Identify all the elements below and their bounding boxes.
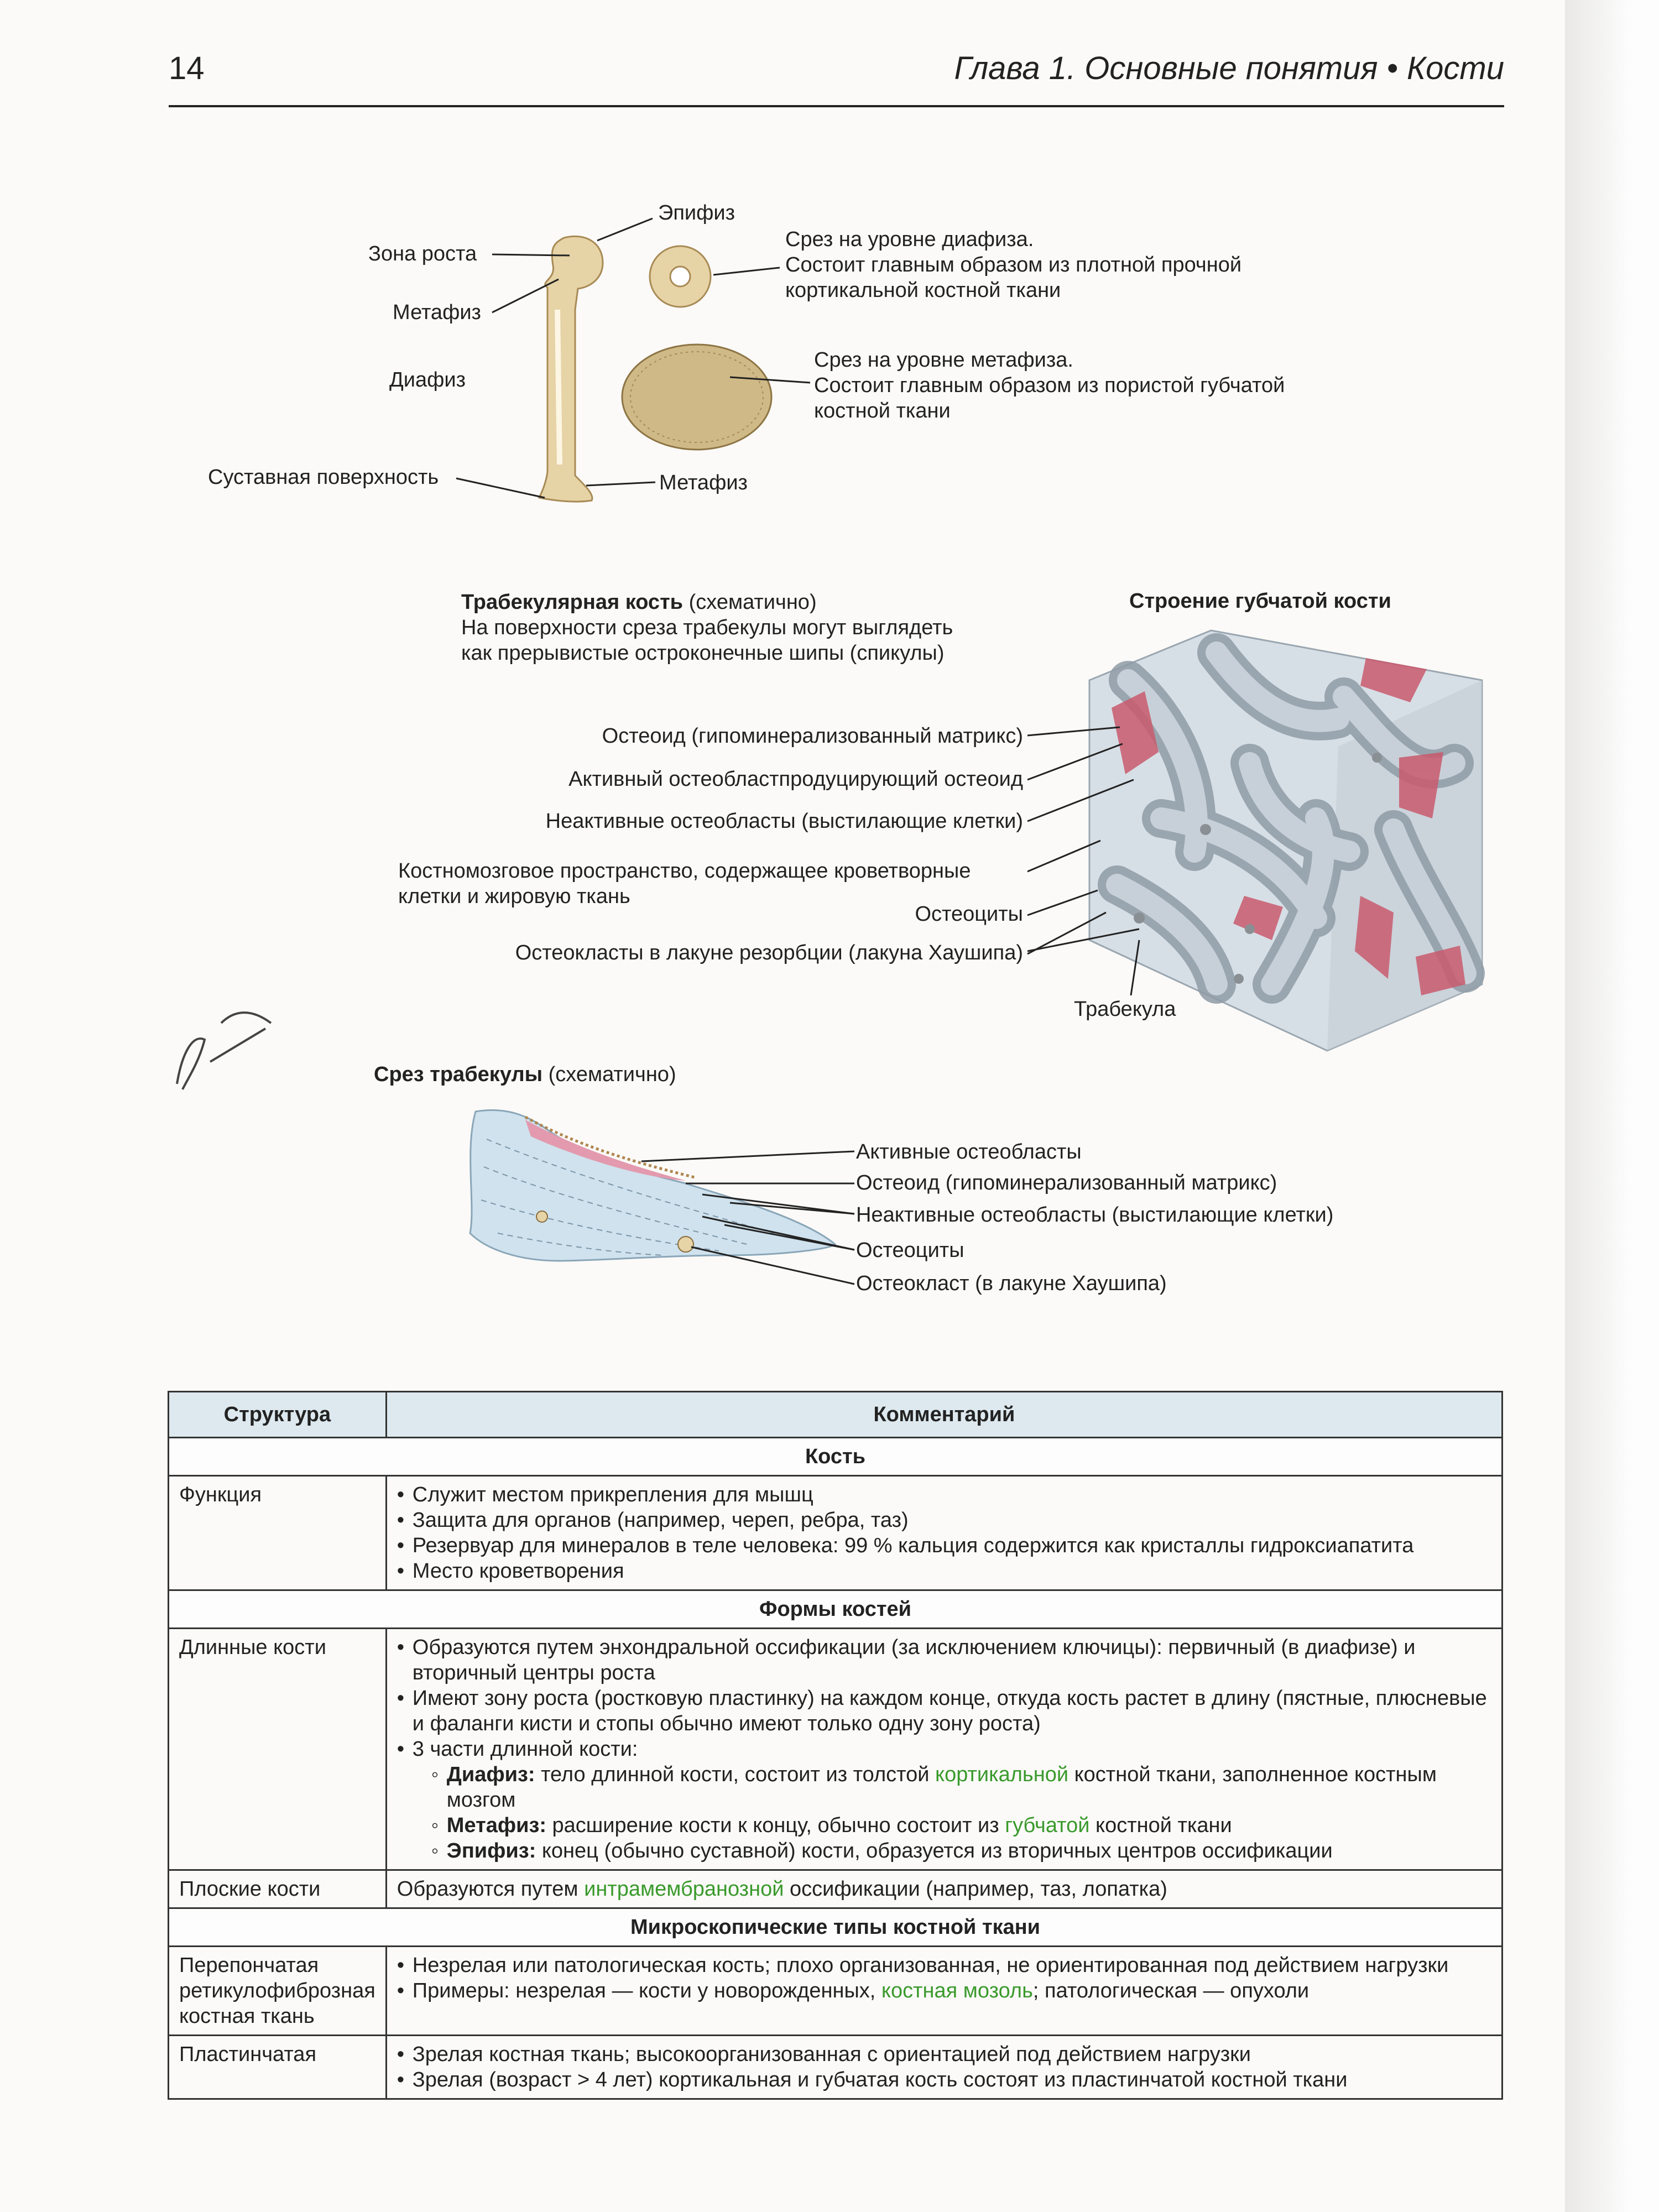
row-label-function: Функция	[169, 1476, 387, 1590]
table-row	[169, 1629, 1503, 1870]
table-row	[169, 1870, 1503, 1908]
spongy-bone-title: Строение губчатой кости	[1129, 589, 1391, 613]
page-number: 14	[169, 50, 205, 86]
caption-line: Срез на уровне метафиза.	[814, 348, 1073, 372]
caption-line: как прерывистые остроконечные шипы (спикулы)	[461, 641, 945, 665]
label-metaphysis-top: Метафиз	[393, 301, 481, 324]
text: Образуются путем	[397, 1877, 585, 1901]
label-trabecula: Трабекула	[1074, 998, 1176, 1021]
section-bone: Кость	[169, 1438, 1503, 1476]
table-header-row	[169, 1392, 1503, 1438]
caption-line: На поверхности среза трабекулы могут выглядеть	[461, 616, 953, 639]
caption-line: Срез на уровне диафиза.	[785, 228, 1034, 251]
row-content-function	[386, 1476, 1502, 1590]
label-active-osteoblasts: Активные остеобласты	[856, 1140, 1082, 1164]
label-osteoclast-section: Остеокласт (в лакуне Хаушипа)	[856, 1272, 1167, 1295]
link-cortical[interactable]: кортикальной	[935, 1763, 1069, 1786]
list-item: • Зрелая (возраст > 4 лет) кортикальная и губчатая кость состоят из пластинчатой костной ткани	[397, 2067, 1491, 2093]
list-item: • Место кроветворения	[397, 1558, 1491, 1584]
chapter-title: Глава 1. Основные понятия • Кости	[954, 50, 1504, 86]
label-osteoclasts: Остеокласты в лакуне резорбции (лакуна Хаушипа)	[515, 941, 1023, 964]
trabecular-title-note: (схематично)	[683, 591, 817, 614]
label-osteocytes-section: Остеоциты	[856, 1239, 964, 1262]
bone-structure-table	[168, 1391, 1503, 2100]
text: костной ткани, заполненное костным мозгом	[446, 1763, 1437, 1812]
trabecula-body	[470, 1110, 835, 1261]
row-label-woven-bone: Перепончатая ретикулофиброзная костная ткань	[169, 1947, 387, 2036]
label-osteoid: Остеоид (гипоминерализованный матрикс)	[602, 724, 1023, 748]
column-header-structure: Структура	[169, 1392, 387, 1438]
list-item: • Служит местом прикрепления для мышц	[397, 1482, 1491, 1507]
list-item: • Защита для органов (например, череп, ребра, таз)	[397, 1507, 1491, 1533]
sub-item-epiphysis	[431, 1838, 1491, 1864]
label-epiphysis: Эпифиз	[658, 201, 735, 225]
text: конец (обычно суставной) кости, образуется из вторичных центров оссификации	[536, 1839, 1333, 1863]
term: Диафиз:	[446, 1763, 535, 1786]
label-active-osteoblast: Активный остеобластпродуцирующий остеоид	[568, 768, 1023, 791]
section-title-note: (схематично)	[542, 1063, 676, 1086]
row-content-lamellar	[386, 2036, 1502, 2099]
section-microscopic-types: Микроскопические типы костной ткани	[169, 1908, 1503, 1947]
label-inactive-osteoblasts: Неактивные остеобласты (выстилающие клетки)	[545, 810, 1023, 833]
sub-item-metaphysis	[431, 1813, 1491, 1838]
row-label-flat-bones: Плоские кости	[169, 1870, 387, 1908]
list-item: • Зрелая костная ткань; высокоорганизованная с ориентацией под действием нагрузки	[397, 2042, 1491, 2067]
row-label-lamellar: Пластинчатая	[169, 2036, 387, 2099]
sub-item-diaphysis	[431, 1762, 1491, 1813]
term: Метафиз:	[446, 1814, 546, 1837]
label-marrow-space-cont: клетки и жировую ткань	[398, 885, 630, 908]
label-osteoid-section: Остеоид (гипоминерализованный матрикс)	[856, 1171, 1277, 1194]
section-row	[169, 1908, 1503, 1947]
caption-line: кортикальной костной ткани	[785, 279, 1061, 302]
caption-line: костной ткани	[814, 399, 951, 422]
link-spongy[interactable]: губчатой	[1005, 1814, 1090, 1837]
caption-line: Состоит главным образом из плотной прочной	[785, 253, 1242, 276]
list-item: • Резервуар для минералов в теле человека: 99 % кальция содержится как кристаллы гидроксиапатита	[397, 1533, 1491, 1558]
section-bone-shapes: Формы костей	[169, 1590, 1503, 1629]
list-item: • Образуются путем энхондральной оссификации (за исключением ключицы): первичный (в диафизе) и вторичный центры роста	[397, 1635, 1491, 1686]
label-growth-zone: Зона роста	[368, 242, 477, 265]
label-marrow-space: Костномозговое пространство, содержащее кроветворные	[398, 859, 971, 883]
label-inactive-osteoblasts-section: Неактивные остеобласты (выстилающие клетки)	[856, 1203, 1334, 1227]
term: Эпифиз:	[446, 1839, 536, 1863]
text: ; патологическая — опухоли	[1032, 1979, 1310, 2002]
section-title-bold: Срез трабекулы	[374, 1063, 543, 1086]
list-item	[397, 1736, 1491, 1864]
label-metaphysis-bottom: Метафиз	[659, 471, 748, 494]
label-articular-surface: Суставная поверхность	[208, 466, 439, 489]
link-intramembranous[interactable]: интрамембранозной	[584, 1877, 784, 1901]
section-row	[169, 1438, 1503, 1476]
row-label-long-bones: Длинные кости	[169, 1629, 387, 1870]
text: костной ткани	[1089, 1814, 1232, 1837]
row-content-flat-bones	[386, 1870, 1502, 1908]
section-row	[169, 1590, 1503, 1629]
table-row	[169, 1947, 1503, 2036]
trabecular-title: Трабекулярная кость	[461, 591, 684, 614]
list-item: • Незрелая или патологическая кость; плохо организованная, не ориентированная под действием нагрузки	[397, 1953, 1491, 1978]
table-row	[169, 2036, 1503, 2099]
list-item	[397, 1978, 1491, 2004]
label-diaphysis: Диафиз	[389, 368, 466, 392]
row-content-woven-bone	[386, 1947, 1502, 2036]
caption-line: Состоит главным образом из пористой губчатой	[814, 374, 1285, 397]
column-header-comment: Комментарий	[386, 1392, 1502, 1438]
label-osteocytes: Остеоциты	[915, 902, 1023, 926]
text: Примеры: незрелая — кости у новорожденных,	[412, 1979, 881, 2002]
row-content-long-bones	[386, 1629, 1502, 1870]
list-item-text: 3 части длинной кости:	[412, 1738, 638, 1761]
list-item: • Имеют зону роста (ростковую пластинку) на каждом конце, откуда кость растет в длину (пястные, плюсневые и фаланги кисти и стопы обычно имеют только одну зону роста)	[397, 1686, 1491, 1736]
text: тело длинной кости, состоит из толстой	[535, 1763, 936, 1786]
text: оссификации (например, таз, лопатка)	[784, 1877, 1167, 1901]
link-callus[interactable]: костная мозоль	[881, 1979, 1033, 2002]
table-row	[169, 1476, 1503, 1590]
text: расширение кости к концу, обычно состоит из	[546, 1814, 1005, 1837]
